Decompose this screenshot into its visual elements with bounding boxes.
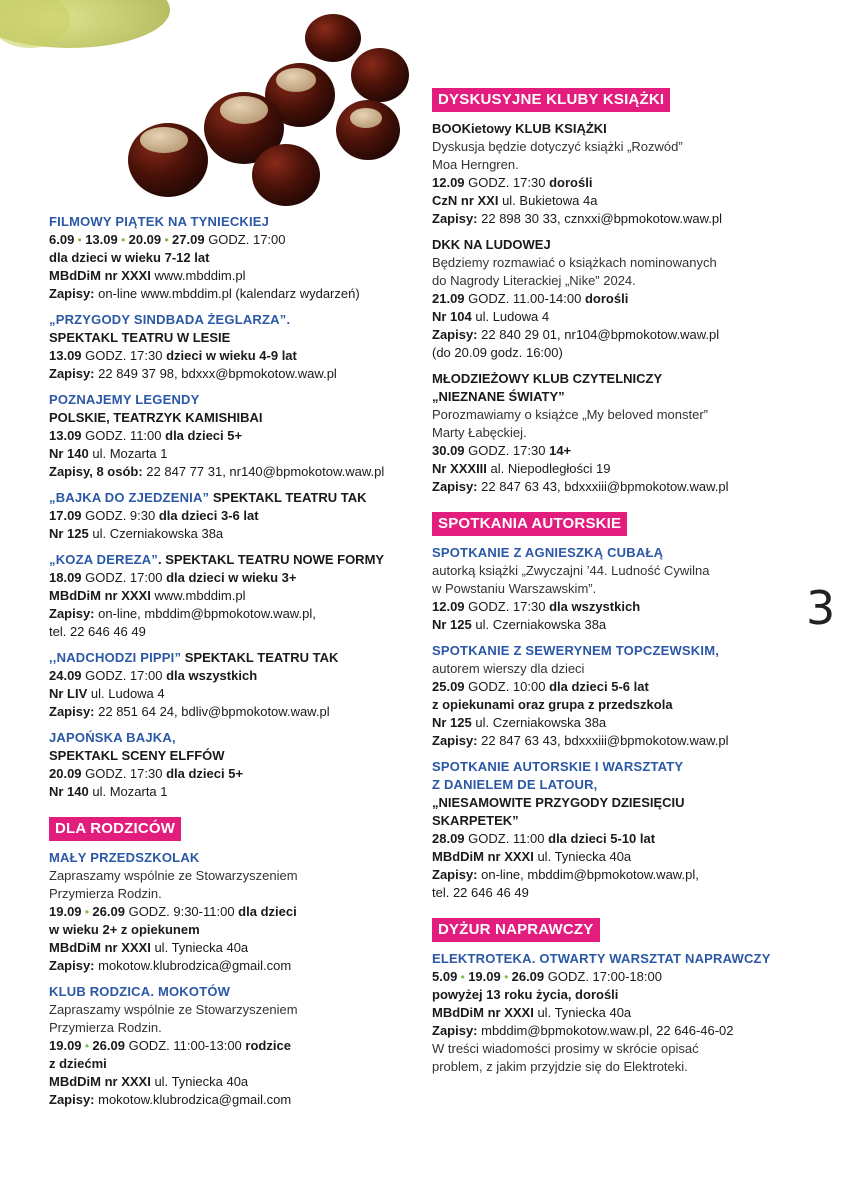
event-line (432, 1058, 812, 1076)
text: GODZ. 17:00-18:00 (544, 969, 662, 984)
text: ul. Czerniakowska 38a (471, 617, 607, 632)
bold-text: 17.09 (49, 508, 82, 523)
event-entry (432, 544, 812, 634)
bold-text: powyżej 13 roku życia, dorośli (432, 987, 619, 1002)
event-line (432, 290, 812, 308)
event-line (49, 939, 424, 957)
bold-text: SKARPETEK” (432, 813, 519, 828)
text: ul. Mozarta 1 (88, 446, 168, 461)
event-line (432, 1004, 812, 1022)
text: ul. Czerniakowska 38a (88, 526, 224, 541)
bold-text: dzieci w wieku 4-9 lat (166, 348, 297, 363)
bold-text: MBdDiM nr XXXI (49, 588, 151, 603)
date-separator: • (500, 970, 512, 984)
description-text: Przymierza Rodzin. (49, 886, 162, 901)
bold-text: 19.09 (468, 969, 501, 984)
event-line (49, 867, 424, 885)
event-line (432, 272, 812, 290)
event-entry (49, 391, 424, 481)
bold-text: Zapisy: (432, 733, 478, 748)
date-separator: • (74, 233, 86, 247)
description-text: W treści wiadomości prosimy w skrócie opisać (432, 1041, 699, 1056)
event-line (49, 1001, 424, 1019)
event-entry (432, 236, 812, 362)
date-separator: • (81, 1039, 93, 1053)
description-text: Zapraszamy wspólnie ze Stowarzyszeniem (49, 1002, 298, 1017)
event-line (49, 1073, 424, 1091)
event-line (432, 326, 812, 344)
event-line (49, 703, 424, 721)
text: www.mbddim.pl (150, 268, 246, 283)
bold-text: 13.09 (49, 348, 82, 363)
bold-text: Zapisy: (432, 1023, 478, 1038)
event-entry (49, 489, 424, 543)
bold-text: dorośli (549, 175, 593, 190)
event-entry (432, 642, 812, 750)
text: GODZ. 17:00 (204, 232, 286, 247)
text: on-line www.mbddim.pl (kalendarz wydarzeń) (94, 286, 360, 301)
event-line (49, 587, 424, 605)
event-line (432, 442, 812, 460)
event-line (49, 463, 424, 481)
bold-text: 25.09 (432, 679, 465, 694)
text: on-line, mbddim@bpmokotow.waw.pl, (94, 606, 316, 621)
bold-text: 26.09 (92, 1038, 125, 1053)
event-entry (49, 213, 424, 303)
bold-text: Nr 125 (432, 715, 472, 730)
event-line (432, 580, 812, 598)
event-line (49, 347, 424, 365)
text: GODZ. 17:00 (81, 570, 167, 585)
event-line (432, 794, 812, 812)
event-line (432, 1022, 812, 1040)
event-line (432, 562, 812, 580)
event-line (432, 678, 812, 696)
bold-text: Zapisy: (49, 958, 95, 973)
bold-text: Zapisy: (432, 211, 478, 226)
event-entry (49, 649, 424, 721)
bold-text: SPEKTAKL TEATRU W LESIE (49, 330, 231, 345)
text: mokotow.klubrodzica@gmail.com (94, 1092, 292, 1107)
event-entry (49, 849, 424, 975)
text: ul. Czerniakowska 38a (471, 715, 607, 730)
right-column (432, 88, 812, 1084)
bold-text: Nr 140 (49, 446, 89, 461)
bold-text: 28.09 (432, 831, 465, 846)
section-header-spotkania-autorskie: SPOTKANIA AUTORSKIE (432, 512, 627, 536)
event-title: KLUB RODZICA. MOKOTÓW (49, 984, 231, 999)
bold-text: 26.09 (511, 969, 545, 984)
bold-text: Nr 104 (432, 309, 472, 324)
event-line (49, 285, 424, 303)
section-header-kluby-ksiazki: DYSKUSYJNE KLUBY KSIĄŻKI (432, 88, 670, 112)
event-line (432, 812, 812, 830)
bold-text: DKK NA LUDOWEJ (432, 237, 551, 252)
event-line (49, 365, 424, 383)
event-line (432, 732, 812, 750)
bold-text: . SPEKTAKL TEATRU NOWE FORMY (158, 552, 385, 567)
bold-text: w wieku 2+ z opiekunem (49, 922, 200, 937)
event-line (49, 765, 424, 783)
event-line (49, 445, 424, 463)
bold-text: 12.09 (432, 599, 465, 614)
event-line (49, 957, 424, 975)
event-line (432, 986, 812, 1004)
text: tel. 22 646 46 49 (432, 885, 529, 900)
text: ul. Ludowa 4 (471, 309, 550, 324)
bold-text: 12.09 (432, 175, 465, 190)
event-line (49, 747, 424, 765)
text: GODZ. 11:00-13:00 (124, 1038, 246, 1053)
text: ul. Mozarta 1 (88, 784, 168, 799)
event-line (432, 478, 812, 496)
event-line (432, 714, 812, 732)
text: GODZ. 9:30 (81, 508, 159, 523)
event-line (432, 236, 812, 254)
event-title: JAPOŃSKA BAJKA, (49, 730, 176, 745)
description-text: Dyskusja będzie dotyczyć książki „Rozwód” (432, 139, 683, 154)
text: GODZ. 17:00 (81, 668, 167, 683)
event-line (49, 329, 424, 347)
text: al. Niepodległości 19 (486, 461, 611, 476)
event-line (49, 1037, 424, 1055)
bold-text: MBdDiM nr XXXI (432, 849, 534, 864)
event-line (432, 424, 812, 442)
bold-text: dla dzieci 5-10 lat (548, 831, 656, 846)
text: 22 851 64 24, bdliv@bpmokotow.waw.pl (94, 704, 330, 719)
bold-text: 6.09 (49, 232, 75, 247)
event-line (49, 231, 424, 249)
text: 22 849 37 98, bdxxx@bpmokotow.waw.pl (94, 366, 337, 381)
bold-text: Zapisy: (432, 867, 478, 882)
event-line (49, 249, 424, 267)
description-text: w Powstaniu Warszawskim”. (432, 581, 597, 596)
left-column (49, 213, 424, 1117)
description-text: Będziemy rozmawiać o książkach nominowanych (432, 255, 717, 270)
bold-text: 20.09 (49, 766, 82, 781)
event-title: SPOTKANIE Z SEWERYNEM TOPCZEWSKIM, (432, 643, 720, 658)
text: ul. Tyniecka 40a (150, 940, 249, 955)
description-text: Zapraszamy wspólnie ze Stowarzyszeniem (49, 868, 298, 883)
text: GODZ. 17:30 (81, 348, 167, 363)
chestnuts-photo (0, 0, 420, 212)
event-title: POZNAJEMY LEGENDY (49, 392, 200, 407)
bold-text: Zapisy: (49, 606, 95, 621)
bold-text: dla dzieci w wieku 7-12 lat (49, 250, 210, 265)
event-line (432, 370, 812, 388)
event-line (432, 156, 812, 174)
bold-text: Nr 125 (49, 526, 89, 541)
bold-text: Nr 125 (432, 617, 472, 632)
event-line (49, 903, 424, 921)
event-line (49, 1091, 424, 1109)
event-title-part: „BAJKA DO ZJEDZENIA” (49, 490, 210, 505)
event-title-part: „KOZA DEREZA” (49, 552, 159, 567)
bold-text: 26.09 (92, 904, 125, 919)
event-line (49, 525, 424, 543)
bold-text: dla dzieci 3-6 lat (158, 508, 259, 523)
bold-text: rodzice (245, 1038, 291, 1053)
event-line (432, 660, 812, 678)
bold-text: Nr LIV (49, 686, 88, 701)
event-entry (49, 311, 424, 383)
event-line (49, 921, 424, 939)
text: GODZ. 11:00 (464, 831, 549, 846)
bold-text: SPEKTAKL SCENY ELFFÓW (49, 748, 225, 763)
bold-text: 24.09 (49, 668, 82, 683)
event-title: ELEKTROTEKA. OTWARTY WARSZTAT NAPRAWCZY (432, 951, 771, 966)
bold-text: dla dzieci (238, 904, 297, 919)
bold-text: „NIESAMOWITE PRZYGODY DZIESIĘCIU (432, 795, 685, 810)
text: ul. Ludowa 4 (87, 686, 165, 701)
event-entry (49, 729, 424, 801)
event-title: „PRZYGODY SINDBADA ŻEGLARZA”. (49, 312, 291, 327)
bold-text: 19.09 (49, 904, 82, 919)
text: ul. Tyniecka 40a (533, 849, 632, 864)
event-entry (432, 120, 812, 228)
event-line (49, 427, 424, 445)
bold-text: 5.09 (432, 969, 458, 984)
event-line (432, 254, 812, 272)
bold-text: Zapisy: (49, 286, 95, 301)
event-entry (432, 370, 812, 496)
description-text: autorką książki „Zwyczajni ’44. Ludność Cywilna (432, 563, 710, 578)
bold-text: Zapisy: (49, 1092, 95, 1107)
text: www.mbddim.pl (150, 588, 246, 603)
bold-text: z opiekunami oraz grupa z przedszkola (432, 697, 673, 712)
bold-text: SPEKTAKL TEATRU TAK (181, 650, 339, 665)
bold-text: dla dzieci 5+ (165, 428, 243, 443)
event-line (49, 1019, 424, 1037)
event-line (432, 848, 812, 866)
bold-text: Zapisy, 8 osób: (49, 464, 143, 479)
event-line (432, 138, 812, 156)
description-text: problem, z jakim przyjdzie się do Elektroteki. (432, 1059, 688, 1074)
event-line (49, 551, 424, 569)
event-title: Z DANIELEM DE LATOUR, (432, 777, 598, 792)
event-title-part: ,,NADCHODZI PIPPI” (49, 650, 182, 665)
event-line (432, 120, 812, 138)
text: 22 847 63 43, bdxxxiii@bpmokotow.waw.pl (477, 733, 729, 748)
event-line (432, 210, 812, 228)
bold-text: „NIEZNANE ŚWIATY” (432, 389, 565, 404)
text: GODZ. 11:00 (81, 428, 166, 443)
event-line (432, 406, 812, 424)
event-entry (49, 983, 424, 1109)
text: 22 847 77 31, nr140@bpmokotow.waw.pl (142, 464, 385, 479)
event-line (432, 830, 812, 848)
event-line (49, 885, 424, 903)
event-line (432, 866, 812, 884)
event-line (432, 388, 812, 406)
bold-text: 21.09 (432, 291, 465, 306)
event-entry (432, 758, 812, 902)
section-header-dyzur-naprawczy: DYŻUR NAPRAWCZY (432, 918, 600, 942)
bold-text: Zapisy: (49, 704, 95, 719)
event-line (432, 192, 812, 210)
event-title: SPOTKANIE AUTORSKIE I WARSZTATY (432, 759, 684, 774)
text: 22 840 29 01, nr104@bpmokotow.waw.pl (477, 327, 720, 342)
event-entry (49, 551, 424, 641)
text: GODZ. 17:30 (464, 599, 550, 614)
page-number: 3 (806, 581, 836, 635)
event-line (432, 884, 812, 902)
event-line (49, 685, 424, 703)
bold-text: MBdDiM nr XXXI (49, 940, 151, 955)
text: GODZ. 10:00 (464, 679, 550, 694)
event-line (49, 489, 424, 507)
bold-text: 14+ (549, 443, 572, 458)
bold-text: MŁODZIEŻOWY KLUB CZYTELNICZY (432, 371, 663, 386)
event-line (432, 696, 812, 714)
text: ul. Tyniecka 40a (533, 1005, 632, 1020)
bold-text: Nr XXXIII (432, 461, 487, 476)
event-title: MAŁY PRZEDSZKOLAK (49, 850, 200, 865)
bold-text: 27.09 (172, 232, 205, 247)
text: GODZ. 17:30 (81, 766, 167, 781)
bold-text: MBdDiM nr XXXI (49, 1074, 151, 1089)
description-text: do Nagrody Literackiej „Nike” 2024. (432, 273, 636, 288)
text: mokotow.klubrodzica@gmail.com (94, 958, 292, 973)
event-title: SPOTKANIE Z AGNIESZKĄ CUBAŁĄ (432, 545, 664, 560)
bold-text: 19.09 (49, 1038, 82, 1053)
event-title: FILMOWY PIĄTEK NA TYNIECKIEJ (49, 214, 270, 229)
event-line (432, 344, 812, 362)
text: ul. Bukietowa 4a (498, 193, 598, 208)
bold-text: 20.09 (128, 232, 162, 247)
event-line (49, 623, 424, 641)
text: 22 847 63 43, bdxxxiii@bpmokotow.waw.pl (477, 479, 729, 494)
event-line (432, 174, 812, 192)
bold-text: dorośli (584, 291, 629, 306)
bold-text: dla dzieci 5-6 lat (549, 679, 649, 694)
bold-text: dla wszystkich (549, 599, 641, 614)
bold-text: 13.09 (49, 428, 82, 443)
bold-text: Zapisy: (432, 479, 478, 494)
text: GODZ. 17:30 (464, 443, 550, 458)
event-entry (432, 950, 812, 1076)
date-separator: • (117, 233, 129, 247)
event-line (49, 605, 424, 623)
text: GODZ. 11.00-14:00 (464, 291, 585, 306)
event-line (49, 1055, 424, 1073)
description-text: Porozmawiamy o książce „My beloved monster” (432, 407, 708, 422)
bold-text: CzN nr XXI (432, 193, 499, 208)
event-line (49, 667, 424, 685)
event-line (432, 968, 812, 986)
event-line (432, 616, 812, 634)
bold-text: Zapisy: (432, 327, 478, 342)
text: 22 898 30 33, cznxxi@bpmokotow.waw.pl (477, 211, 722, 226)
bold-text: z dziećmi (49, 1056, 107, 1071)
event-line (49, 569, 424, 587)
section-header-dla-rodzicow: DLA RODZICÓW (49, 817, 181, 841)
bold-text: dla wszystkich (166, 668, 258, 683)
bold-text: dla dzieci w wieku 3+ (166, 570, 297, 585)
description-text: Marty Łabęckiej. (432, 425, 527, 440)
description-text: autorem wierszy dla dzieci (432, 661, 585, 676)
bold-text: MBdDiM nr XXXI (49, 268, 151, 283)
bold-text: POLSKIE, TEATRZYK KAMISHIBAI (49, 410, 263, 425)
event-line (432, 598, 812, 616)
bold-text: Nr 140 (49, 784, 89, 799)
event-line (432, 1040, 812, 1058)
event-line (49, 783, 424, 801)
description-text: Moa Herngren. (432, 157, 519, 172)
bold-text: Zapisy: (49, 366, 95, 381)
bold-text: MBdDiM nr XXXI (432, 1005, 534, 1020)
bold-text: BOOKietowy KLUB KSIĄŻKI (432, 121, 607, 136)
event-line (49, 649, 424, 667)
bold-text: 18.09 (49, 570, 82, 585)
text: GODZ. 9:30-11:00 (124, 904, 239, 919)
text: (do 20.09 godz. 16:00) (432, 345, 563, 360)
text: ul. Tyniecka 40a (150, 1074, 249, 1089)
bold-text: 13.09 (85, 232, 118, 247)
event-line (49, 267, 424, 285)
event-line (49, 409, 424, 427)
event-line (432, 460, 812, 478)
date-separator: • (457, 970, 469, 984)
event-line (432, 308, 812, 326)
event-line (49, 507, 424, 525)
date-separator: • (161, 233, 173, 247)
text: on-line, mbddim@bpmokotow.waw.pl, (477, 867, 699, 882)
description-text: Przymierza Rodzin. (49, 1020, 162, 1035)
bold-text: 30.09 (432, 443, 465, 458)
bold-text: SPEKTAKL TEATRU TAK (209, 490, 367, 505)
text: GODZ. 17:30 (464, 175, 550, 190)
bold-text: dla dzieci 5+ (166, 766, 244, 781)
text: tel. 22 646 46 49 (49, 624, 146, 639)
date-separator: • (81, 905, 93, 919)
text: mbddim@bpmokotow.waw.pl, 22 646-46-02 (477, 1023, 734, 1038)
